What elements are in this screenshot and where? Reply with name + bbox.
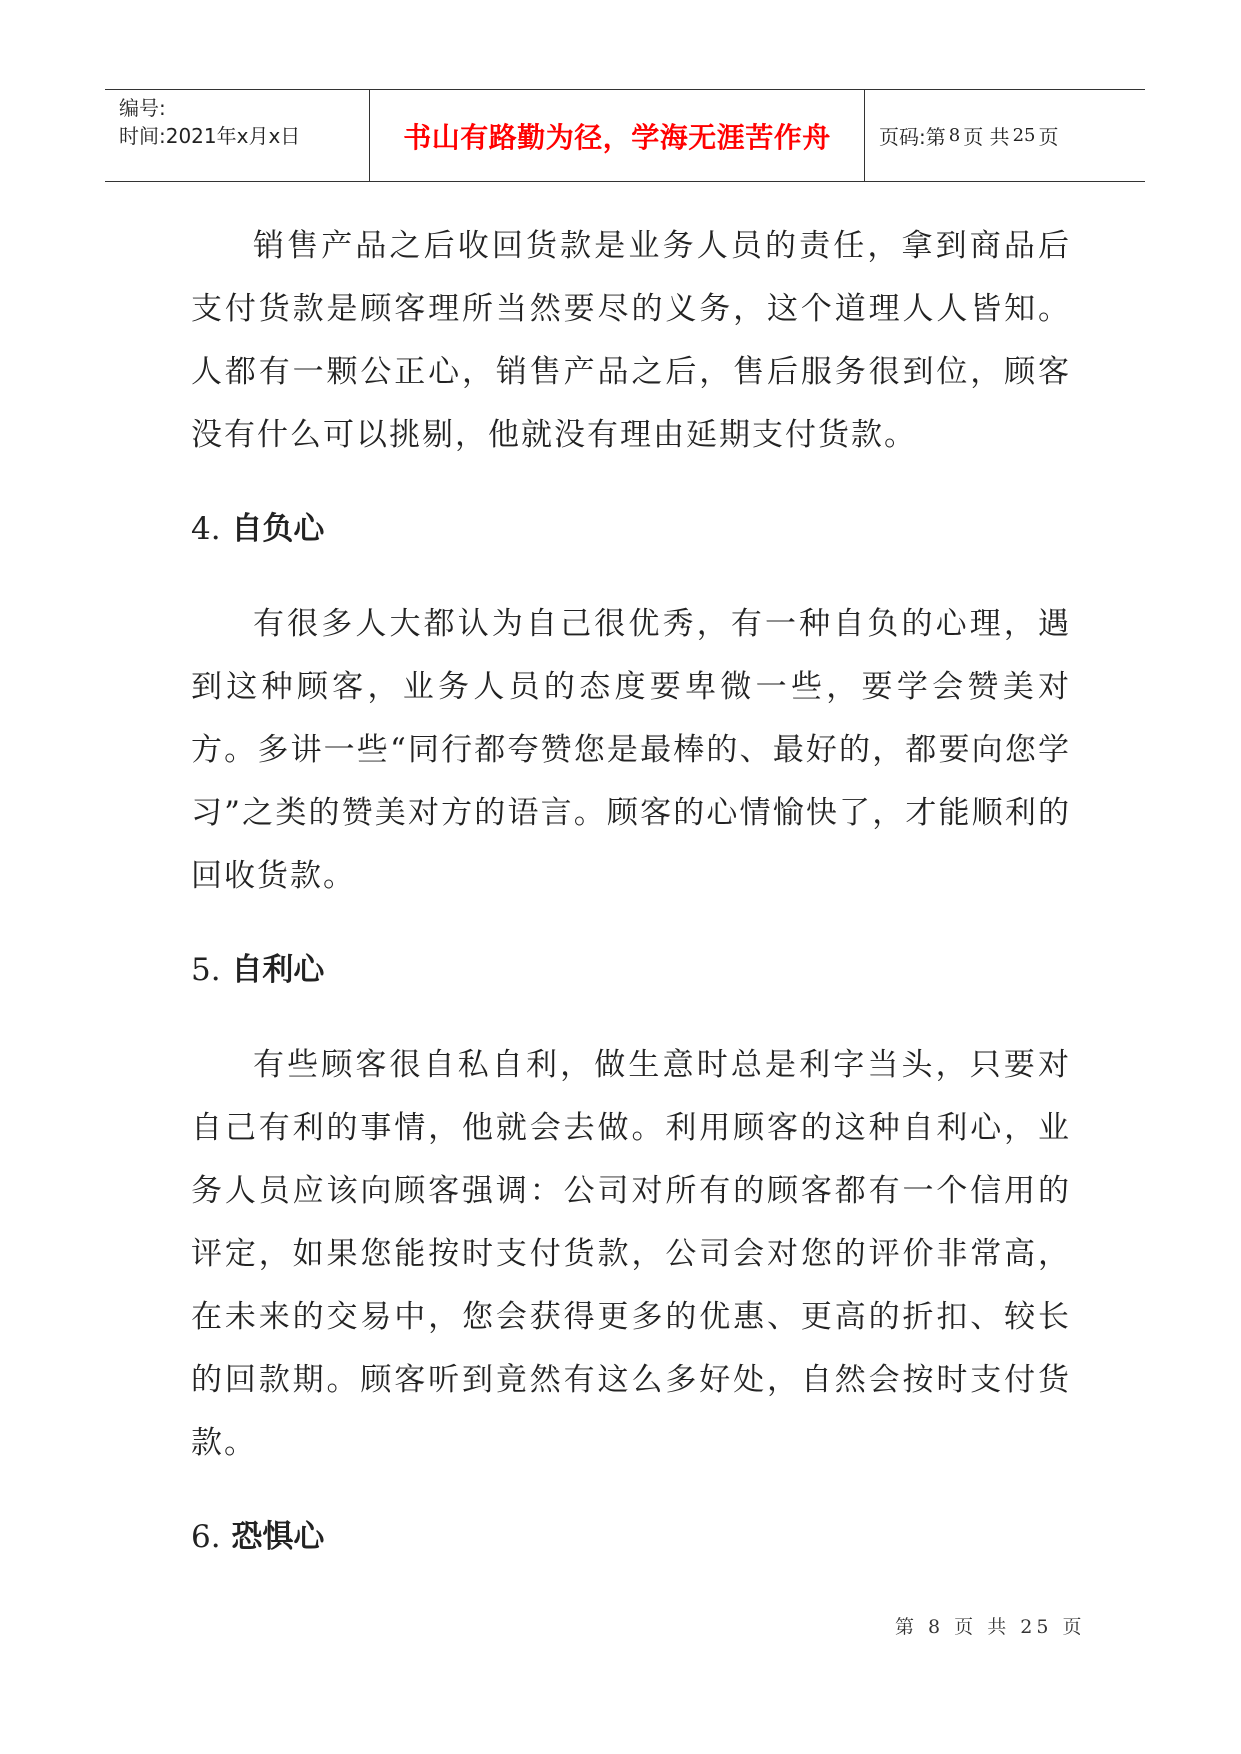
section-heading (191, 509, 1071, 549)
header-meta (105, 90, 370, 181)
section-number: 5. (191, 952, 221, 988)
section-paragraph: 有很多人大都认为自己很优秀，有一种自负的心理，遇到这种顾客，业务人员的态度要卑微一些，要学会赞美对方。多讲一些“同行都夸赞您是最棒的、最好的，都要向您学习”之类的赞美对方的语言。顾客的心情愉快了，才能顺利的回收货款。 (191, 606, 1071, 894)
document-time: 时间:2021年x月x日 (119, 124, 301, 148)
header-motto: 书山有路勤为径，学海无涯苦作舟 (370, 90, 865, 181)
page-mid-label: 页 共 (963, 125, 1010, 149)
section-title: 恐惧心 (231, 1519, 325, 1555)
header-page-info (865, 90, 1145, 181)
section-title: 自利心 (231, 952, 325, 988)
section-title: 自负心 (231, 511, 325, 547)
page-number: 8 (948, 125, 961, 146)
section-heading (191, 950, 1071, 990)
section-number: 4. (191, 511, 221, 547)
document-body (191, 215, 1071, 1557)
section-heading (191, 1517, 1071, 1557)
page-header (105, 89, 1145, 182)
intro-paragraph: 销售产品之后收回货款是业务人员的责任，拿到商品后支付货款是顾客理所当然要尽的义务，这个道理人人皆知。人都有一颗公正心，销售产品之后，售后服务很到位，顾客没有什么可以挑剔，他就没有理由延期支付货款。 (191, 228, 1071, 453)
section-paragraph: 有些顾客很自私自利，做生意时总是利字当头，只要对自己有利的事情，他就会去做。利用顾客的这种自利心，业务人员应该向顾客强调：公司对所有的顾客都有一个信用的评定，如果您能按时支付货款，公司会对您的评价非常高，在未来的交易中，您会获得更多的优惠、更高的折扣、较长的回款期。顾客听到竟然有这么多好处，自然会按时支付货款。 (191, 1047, 1071, 1461)
page-footer: 第 8 页 共 25 页 (895, 1616, 1086, 1638)
document-number-label: 编号: (119, 96, 166, 120)
section-number: 6. (191, 1519, 221, 1555)
page-label: 页码:第 (879, 125, 946, 149)
page-end-label: 页 (1038, 125, 1059, 149)
page-total: 25 (1012, 125, 1036, 146)
